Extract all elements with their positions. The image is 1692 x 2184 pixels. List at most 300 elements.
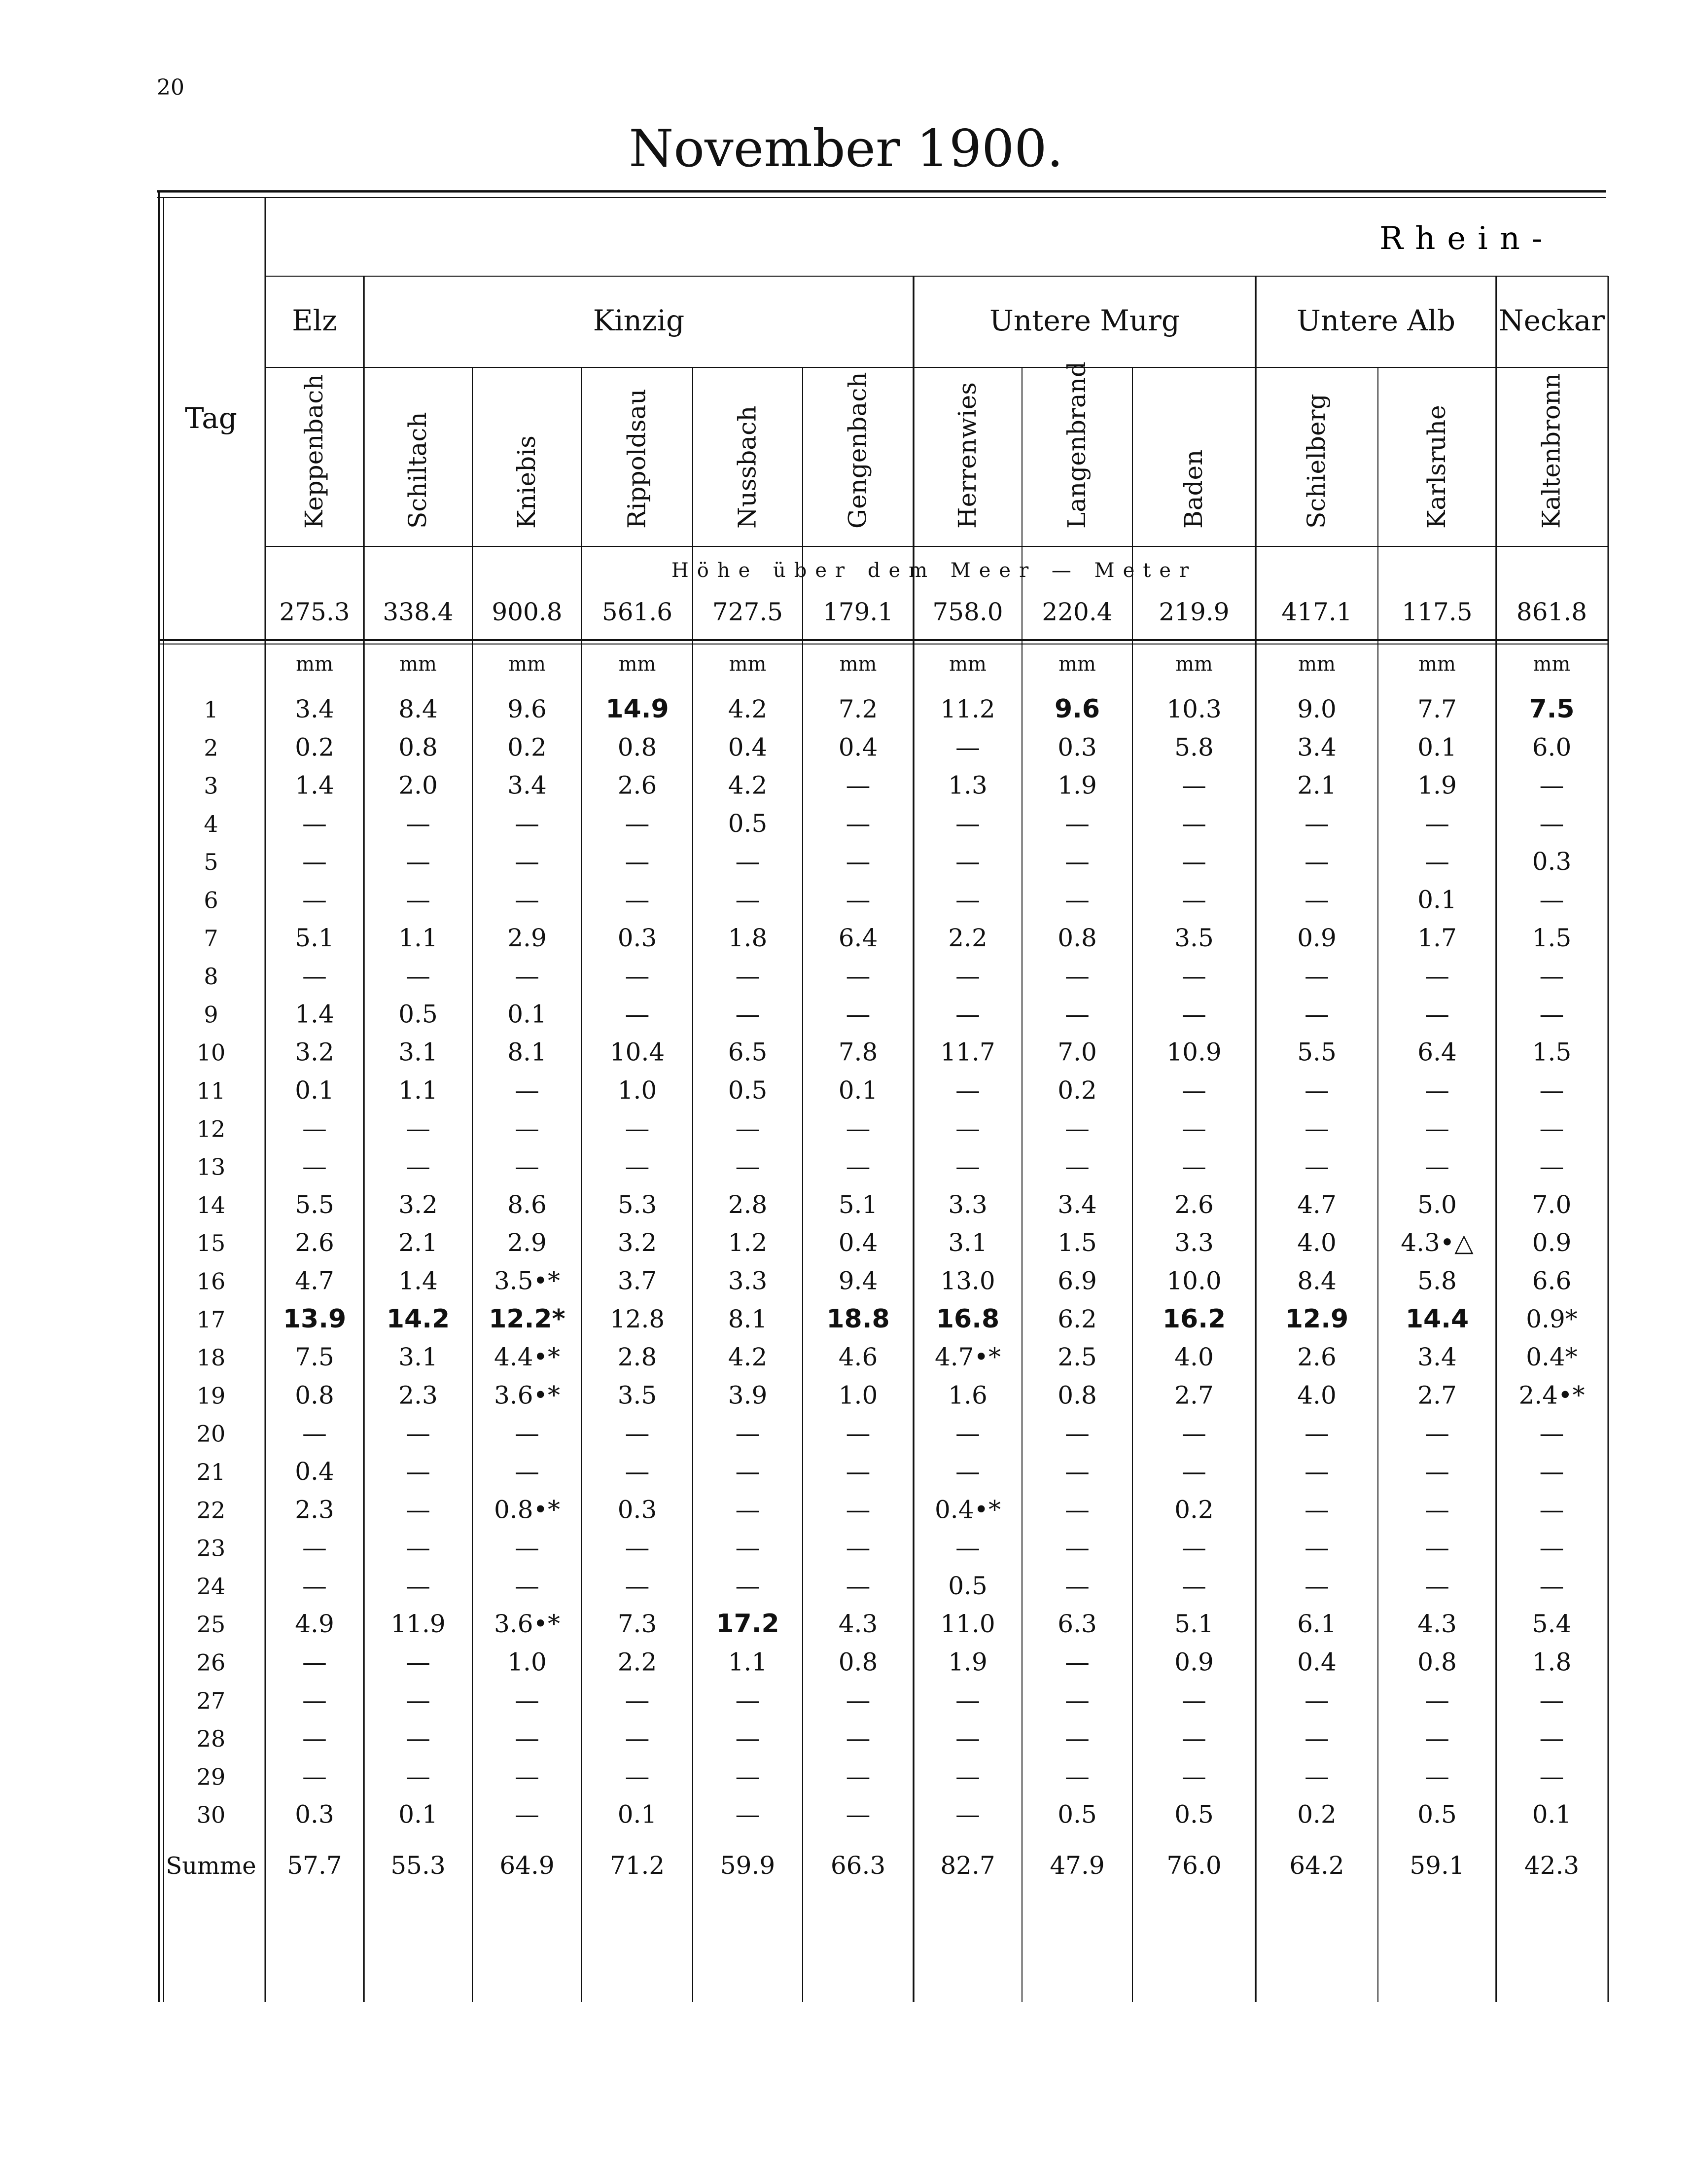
precip-cell: — xyxy=(302,1571,327,1600)
precip-cell: — xyxy=(735,1457,760,1486)
precip-cell: — xyxy=(1182,1419,1206,1448)
precip-cell: — xyxy=(515,1533,539,1562)
precip-cell: — xyxy=(735,1685,760,1715)
precip-cell: 10.0 xyxy=(1166,1266,1222,1295)
precip-cell: 1.4 xyxy=(295,771,334,800)
precip-cell: — xyxy=(406,885,430,914)
station-name: Baden xyxy=(1179,449,1208,529)
precip-cell: — xyxy=(1182,1685,1206,1715)
precip-cell: — xyxy=(1425,1076,1449,1105)
precip-cell: 16.2 xyxy=(1162,1304,1226,1334)
precip-cell: 9.6 xyxy=(507,695,547,723)
station-name: Schiltach xyxy=(403,412,432,529)
precip-cell: — xyxy=(1065,1533,1090,1562)
precip-cell: — xyxy=(1065,1647,1090,1677)
precip-cell: — xyxy=(1539,771,1564,800)
precip-cell: 1.0 xyxy=(617,1076,657,1105)
sum-cell: 59.1 xyxy=(1410,1851,1465,1880)
sum-cell: 71.2 xyxy=(609,1851,665,1880)
sum-cell: 57.7 xyxy=(287,1851,342,1880)
precip-cell: 3.4 xyxy=(295,695,334,723)
station-elevation: 727.5 xyxy=(712,598,783,626)
precip-cell: 1.5 xyxy=(1532,1038,1572,1067)
precip-cell: — xyxy=(406,1495,430,1524)
precip-cell: — xyxy=(515,1152,539,1181)
precip-cell: — xyxy=(955,1000,980,1029)
precip-cell: — xyxy=(1304,1152,1329,1181)
precip-cell: 1.8 xyxy=(1532,1647,1572,1677)
precip-cell: — xyxy=(1539,1152,1564,1181)
precip-cell: — xyxy=(1304,885,1329,914)
precip-cell: 0.2 xyxy=(295,733,334,762)
precip-cell: 1.2 xyxy=(728,1228,768,1257)
precip-cell: 0.4* xyxy=(1526,1343,1578,1372)
precip-cell: 0.5 xyxy=(728,809,768,838)
precip-cell: 0.5 xyxy=(728,1076,768,1105)
precip-cell: — xyxy=(1182,1152,1206,1181)
precip-cell: — xyxy=(1304,1533,1329,1562)
data-cells xyxy=(283,694,1585,1829)
precip-cell: — xyxy=(1182,1076,1206,1105)
precip-cell: 4.3 xyxy=(838,1610,878,1639)
day-number: 15 xyxy=(196,1230,226,1257)
station-headers xyxy=(300,361,1566,529)
precip-cell: 17.2 xyxy=(716,1609,779,1639)
sum-cell: 42.3 xyxy=(1524,1851,1580,1880)
precip-cell: — xyxy=(846,1457,871,1486)
precip-cell: — xyxy=(515,1762,539,1791)
precip-cell: 3.6•* xyxy=(494,1381,561,1410)
precip-cell: 6.4 xyxy=(838,923,878,952)
precip-cell: — xyxy=(625,1457,650,1486)
precip-cell: 2.8 xyxy=(617,1343,657,1372)
precip-cell: — xyxy=(625,1419,650,1448)
day-number: 14 xyxy=(196,1191,226,1218)
precip-cell: 8.4 xyxy=(398,695,438,723)
precip-cell: — xyxy=(1065,809,1090,838)
precip-cell: — xyxy=(515,809,539,838)
sum-cell: 47.9 xyxy=(1050,1851,1105,1880)
precip-cell: 3.5 xyxy=(1174,923,1214,952)
precip-cell: 1.1 xyxy=(398,1076,438,1105)
precip-cell: 3.3 xyxy=(728,1266,768,1295)
precip-cell: 9.4 xyxy=(838,1266,878,1295)
precip-cell: 2.3 xyxy=(398,1381,438,1410)
precip-cell: — xyxy=(406,1114,430,1143)
precip-cell: — xyxy=(1539,1533,1564,1562)
unit-label: mm xyxy=(508,653,546,676)
precip-cell: 10.9 xyxy=(1166,1038,1222,1067)
precip-cell: — xyxy=(625,809,650,838)
day-number: 7 xyxy=(204,925,218,952)
precip-cell: — xyxy=(1065,962,1090,991)
precip-cell: — xyxy=(1539,1000,1564,1029)
precip-cell: — xyxy=(846,1000,871,1029)
precip-cell: — xyxy=(515,1571,539,1600)
precip-cell: — xyxy=(955,962,980,991)
precip-cell: 14.9 xyxy=(605,694,669,724)
sum-cell: 64.9 xyxy=(499,1851,555,1880)
day-number: 17 xyxy=(196,1306,226,1333)
precip-cell: 8.4 xyxy=(1297,1266,1337,1295)
precip-cell: 7.3 xyxy=(617,1610,657,1639)
precip-cell: 6.3 xyxy=(1058,1610,1097,1639)
precip-cell: 1.1 xyxy=(728,1647,768,1677)
precip-cell: 3.2 xyxy=(295,1038,334,1067)
precip-cell: — xyxy=(735,1533,760,1562)
precip-cell: 1.9 xyxy=(1417,771,1457,800)
day-number: 16 xyxy=(196,1268,226,1295)
precip-cell: 18.8 xyxy=(826,1304,890,1334)
station-elevation: 219.9 xyxy=(1159,598,1230,626)
precip-cell: 3.1 xyxy=(398,1038,438,1067)
precip-cell: — xyxy=(1065,1571,1090,1600)
precip-cell: — xyxy=(846,1495,871,1524)
precip-cell: — xyxy=(1304,1724,1329,1753)
precip-cell: 12.8 xyxy=(609,1304,665,1333)
precip-cell: — xyxy=(846,847,871,876)
day-number: 10 xyxy=(196,1039,226,1066)
precip-cell: — xyxy=(955,1419,980,1448)
precip-cell: — xyxy=(955,1762,980,1791)
precip-cell: — xyxy=(1065,1114,1090,1143)
precip-cell: — xyxy=(1425,1685,1449,1715)
precip-cell: 1.3 xyxy=(948,771,987,800)
precip-cell: — xyxy=(846,1685,871,1715)
precip-cell: 5.0 xyxy=(1417,1190,1457,1219)
precip-cell: — xyxy=(1539,809,1564,838)
precip-cell: — xyxy=(302,1685,327,1715)
day-number: 20 xyxy=(196,1420,226,1447)
precip-cell: 0.2 xyxy=(1174,1495,1214,1524)
precip-cell: — xyxy=(1304,1000,1329,1029)
precip-cell: 6.5 xyxy=(728,1038,768,1067)
precip-cell: 7.8 xyxy=(838,1038,878,1067)
day-number: 12 xyxy=(196,1115,226,1143)
river-name: Untere Murg xyxy=(989,304,1180,337)
precip-cell: 0.3 xyxy=(617,1495,657,1524)
precip-cell: — xyxy=(1425,1457,1449,1486)
unit-label: mm xyxy=(1533,653,1571,676)
precip-cell: 0.9* xyxy=(1526,1304,1578,1333)
precip-cell: 3.3 xyxy=(948,1190,987,1219)
precip-cell: — xyxy=(1425,809,1449,838)
precip-cell: — xyxy=(1304,1495,1329,1524)
precip-cell: 0.2 xyxy=(1058,1076,1097,1105)
precip-cell: — xyxy=(955,1152,980,1181)
precip-cell: 10.3 xyxy=(1166,695,1222,723)
precip-cell: — xyxy=(625,1724,650,1753)
precip-cell: — xyxy=(1425,1152,1449,1181)
region-label: Rhein- xyxy=(1379,220,1554,257)
precip-cell: 0.3 xyxy=(295,1800,334,1829)
precip-cell: — xyxy=(1065,885,1090,914)
precip-cell: — xyxy=(406,1533,430,1562)
day-column xyxy=(197,696,226,1828)
precip-cell: — xyxy=(515,885,539,914)
precip-cell: — xyxy=(955,809,980,838)
precip-cell: — xyxy=(735,1800,760,1829)
precip-cell: — xyxy=(406,1152,430,1181)
station-elevation: 417.1 xyxy=(1281,598,1352,626)
precip-cell: 0.2 xyxy=(1297,1800,1337,1829)
precip-cell: — xyxy=(1182,809,1206,838)
precip-cell: — xyxy=(1182,1762,1206,1791)
precip-cell: 1.0 xyxy=(507,1647,547,1677)
precip-cell: 1.9 xyxy=(948,1647,987,1677)
precip-cell: 6.4 xyxy=(1417,1038,1457,1067)
precip-cell: — xyxy=(1182,962,1206,991)
unit-label: mm xyxy=(949,653,987,676)
precip-cell: 0.4 xyxy=(728,733,768,762)
precip-cell: — xyxy=(302,809,327,838)
precip-cell: 13.9 xyxy=(282,1304,347,1334)
precip-cell: — xyxy=(625,847,650,876)
day-number: 28 xyxy=(196,1725,226,1753)
day-number: 8 xyxy=(204,963,218,990)
precip-cell: — xyxy=(1539,1724,1564,1753)
page-title: November 1900. xyxy=(629,118,1063,179)
sum-cell: 59.9 xyxy=(720,1851,776,1880)
precip-cell: — xyxy=(955,1685,980,1715)
precip-cell: 2.3 xyxy=(295,1495,334,1524)
precip-cell: — xyxy=(955,1457,980,1486)
unit-label: mm xyxy=(839,653,877,676)
precip-cell: — xyxy=(406,1647,430,1677)
precip-cell: — xyxy=(1182,885,1206,914)
day-number: 29 xyxy=(196,1763,226,1790)
precip-cell: 1.9 xyxy=(1058,771,1097,800)
precip-cell: — xyxy=(1425,962,1449,991)
precip-cell: 2.0 xyxy=(398,771,438,800)
precip-cell: 8.1 xyxy=(507,1038,547,1067)
unit-label: mm xyxy=(1298,653,1336,676)
precip-cell: — xyxy=(1425,1724,1449,1753)
precip-cell: 16.8 xyxy=(936,1304,1000,1334)
precip-cell: 3.7 xyxy=(617,1266,657,1295)
precip-cell: — xyxy=(1304,1762,1329,1791)
precip-cell: — xyxy=(1182,1114,1206,1143)
precip-cell: 1.5 xyxy=(1058,1228,1097,1257)
precip-cell: 0.4 xyxy=(838,1228,878,1257)
precip-cell: — xyxy=(1425,1762,1449,1791)
precip-cell: 9.6 xyxy=(1054,694,1100,724)
precip-cell: 7.5 xyxy=(1529,694,1575,724)
precip-cell: 0.8 xyxy=(398,733,438,762)
precip-cell: 3.4 xyxy=(1417,1343,1457,1372)
precip-cell: 14.2 xyxy=(386,1304,450,1334)
precip-cell: 6.0 xyxy=(1532,733,1572,762)
precip-cell: — xyxy=(515,1800,539,1829)
station-elevation: 275.3 xyxy=(279,598,350,626)
precip-cell: — xyxy=(1539,1457,1564,1486)
precip-cell: 10.4 xyxy=(609,1038,665,1067)
precip-cell: — xyxy=(846,1724,871,1753)
page-number: 20 xyxy=(157,75,184,100)
precip-cell: 5.5 xyxy=(295,1190,334,1219)
precip-cell: 3.2 xyxy=(398,1190,438,1219)
precip-cell: — xyxy=(1182,847,1206,876)
precip-cell: 4.6 xyxy=(838,1343,878,1372)
station-elevation: 179.1 xyxy=(822,598,894,626)
river-headers xyxy=(292,304,1605,337)
precip-cell: — xyxy=(406,1419,430,1448)
day-number: 27 xyxy=(196,1687,226,1714)
precip-cell: — xyxy=(1182,1533,1206,1562)
precip-cell: 5.8 xyxy=(1417,1266,1457,1295)
precip-cell: — xyxy=(846,1571,871,1600)
precip-cell: 0.9 xyxy=(1174,1647,1214,1677)
day-number: 3 xyxy=(204,772,218,799)
precip-cell: 2.9 xyxy=(507,923,547,952)
precip-cell: 0.8•* xyxy=(494,1495,561,1524)
precip-cell: — xyxy=(846,1152,871,1181)
precip-cell: 3.4 xyxy=(1297,733,1337,762)
precip-cell: — xyxy=(625,1533,650,1562)
precip-cell: — xyxy=(1065,1685,1090,1715)
precip-cell: 2.6 xyxy=(295,1228,334,1257)
precip-cell: 11.2 xyxy=(940,695,995,723)
precip-cell: — xyxy=(406,1762,430,1791)
precip-cell: — xyxy=(625,1762,650,1791)
precip-cell: — xyxy=(1304,809,1329,838)
precip-cell: 14.4 xyxy=(1405,1304,1469,1334)
precip-cell: — xyxy=(1539,1571,1564,1600)
precip-cell: — xyxy=(1539,1076,1564,1105)
precip-cell: 3.5 xyxy=(617,1381,657,1410)
precip-cell: 2.9 xyxy=(507,1228,547,1257)
precip-cell: — xyxy=(1065,1000,1090,1029)
precip-cell: — xyxy=(955,1076,980,1105)
unit-row xyxy=(296,653,1570,676)
precip-cell: 4.0 xyxy=(1174,1343,1214,1372)
precip-cell: 3.2 xyxy=(617,1228,657,1257)
unit-label: mm xyxy=(618,653,656,676)
precip-cell: — xyxy=(1304,962,1329,991)
station-elevation: 900.8 xyxy=(492,598,563,626)
precip-cell: 2.1 xyxy=(398,1228,438,1257)
day-number: 11 xyxy=(196,1077,226,1104)
precip-cell: — xyxy=(302,1152,327,1181)
precip-cell: — xyxy=(406,1457,430,1486)
day-number: 22 xyxy=(196,1497,226,1524)
precip-cell: 0.1 xyxy=(1417,885,1457,914)
precip-cell: 0.4 xyxy=(295,1457,334,1486)
precip-cell: 5.5 xyxy=(1297,1038,1337,1067)
precip-cell: 1.7 xyxy=(1417,923,1457,952)
precip-cell: — xyxy=(302,962,327,991)
precip-cell: — xyxy=(302,1114,327,1143)
precip-cell: 11.9 xyxy=(390,1610,446,1639)
unit-label: mm xyxy=(399,653,437,676)
precip-cell: 0.8 xyxy=(617,733,657,762)
precip-cell: 2.2 xyxy=(617,1647,657,1677)
precip-cell: — xyxy=(1425,1114,1449,1143)
precip-cell: 6.1 xyxy=(1297,1610,1337,1639)
day-number: 2 xyxy=(204,734,218,761)
precip-cell: — xyxy=(1425,1571,1449,1600)
precip-cell: — xyxy=(1182,771,1206,800)
precip-cell: 1.5 xyxy=(1532,923,1572,952)
precip-cell: — xyxy=(955,1533,980,1562)
elevation-header: Höhe über dem Meer — Meter xyxy=(671,559,1198,582)
day-number: 9 xyxy=(204,1001,218,1028)
precip-cell: — xyxy=(625,1685,650,1715)
precip-cell: — xyxy=(846,1800,871,1829)
sum-cell: 55.3 xyxy=(390,1851,446,1880)
day-number: 6 xyxy=(204,887,218,914)
precip-cell: 4.3•△ xyxy=(1401,1228,1474,1257)
river-name: Kinzig xyxy=(593,304,685,337)
precip-cell: — xyxy=(1065,1152,1090,1181)
precip-cell: — xyxy=(406,962,430,991)
precip-cell: 0.4 xyxy=(1297,1647,1337,1677)
day-number: 19 xyxy=(196,1382,226,1409)
precip-cell: — xyxy=(406,1571,430,1600)
precip-cell: — xyxy=(1065,1457,1090,1486)
sum-row-label: Summe xyxy=(166,1852,256,1880)
tag-column-header: Tag xyxy=(185,401,237,435)
precip-cell: 3.6•* xyxy=(494,1610,561,1639)
precip-cell: — xyxy=(846,1419,871,1448)
precip-cell: 0.8 xyxy=(838,1647,878,1677)
precip-cell: — xyxy=(1182,1724,1206,1753)
precip-cell: — xyxy=(1425,1000,1449,1029)
station-name: Schielberg xyxy=(1302,394,1331,529)
day-number: 18 xyxy=(196,1344,226,1371)
precip-cell: 9.0 xyxy=(1297,695,1337,723)
precip-cell: — xyxy=(1425,1533,1449,1562)
precip-cell: 2.6 xyxy=(617,771,657,800)
precip-cell: — xyxy=(735,1571,760,1600)
precip-cell: 8.6 xyxy=(507,1190,547,1219)
precip-cell: 1.8 xyxy=(728,923,768,952)
precip-cell: 5.1 xyxy=(838,1190,878,1219)
precip-cell: 1.0 xyxy=(838,1381,878,1410)
unit-label: mm xyxy=(729,653,767,676)
precip-cell: — xyxy=(1065,1419,1090,1448)
station-name: Nussbach xyxy=(733,405,762,529)
precip-cell: 6.2 xyxy=(1058,1304,1097,1333)
precip-cell: 6.9 xyxy=(1058,1266,1097,1295)
precip-cell: — xyxy=(955,847,980,876)
precip-cell: — xyxy=(1425,1495,1449,1524)
sum-cell: 64.2 xyxy=(1289,1851,1344,1880)
precip-cell: 0.4 xyxy=(838,733,878,762)
precip-cell: — xyxy=(955,1114,980,1143)
precip-cell: — xyxy=(1539,962,1564,991)
precip-cell: — xyxy=(735,1419,760,1448)
precip-cell: — xyxy=(1182,1000,1206,1029)
precip-cell: 3.3 xyxy=(1174,1228,1214,1257)
precip-cell: — xyxy=(1539,1114,1564,1143)
precip-cell: 4.2 xyxy=(728,771,768,800)
precip-cell: 4.3 xyxy=(1417,1610,1457,1639)
precip-cell: 4.2 xyxy=(728,1343,768,1372)
precip-cell: — xyxy=(1182,1457,1206,1486)
precip-cell: 0.1 xyxy=(838,1076,878,1105)
precip-cell: — xyxy=(1539,885,1564,914)
precip-cell: 5.4 xyxy=(1532,1610,1572,1639)
precip-cell: — xyxy=(1304,1076,1329,1105)
precip-cell: 2.7 xyxy=(1174,1381,1214,1410)
precip-cell: 0.3 xyxy=(617,923,657,952)
precip-cell: 3.9 xyxy=(728,1381,768,1410)
precip-cell: — xyxy=(1065,1724,1090,1753)
precip-cell: 2.4•* xyxy=(1518,1381,1585,1410)
precip-cell: — xyxy=(515,1685,539,1715)
precip-cell: — xyxy=(735,1000,760,1029)
